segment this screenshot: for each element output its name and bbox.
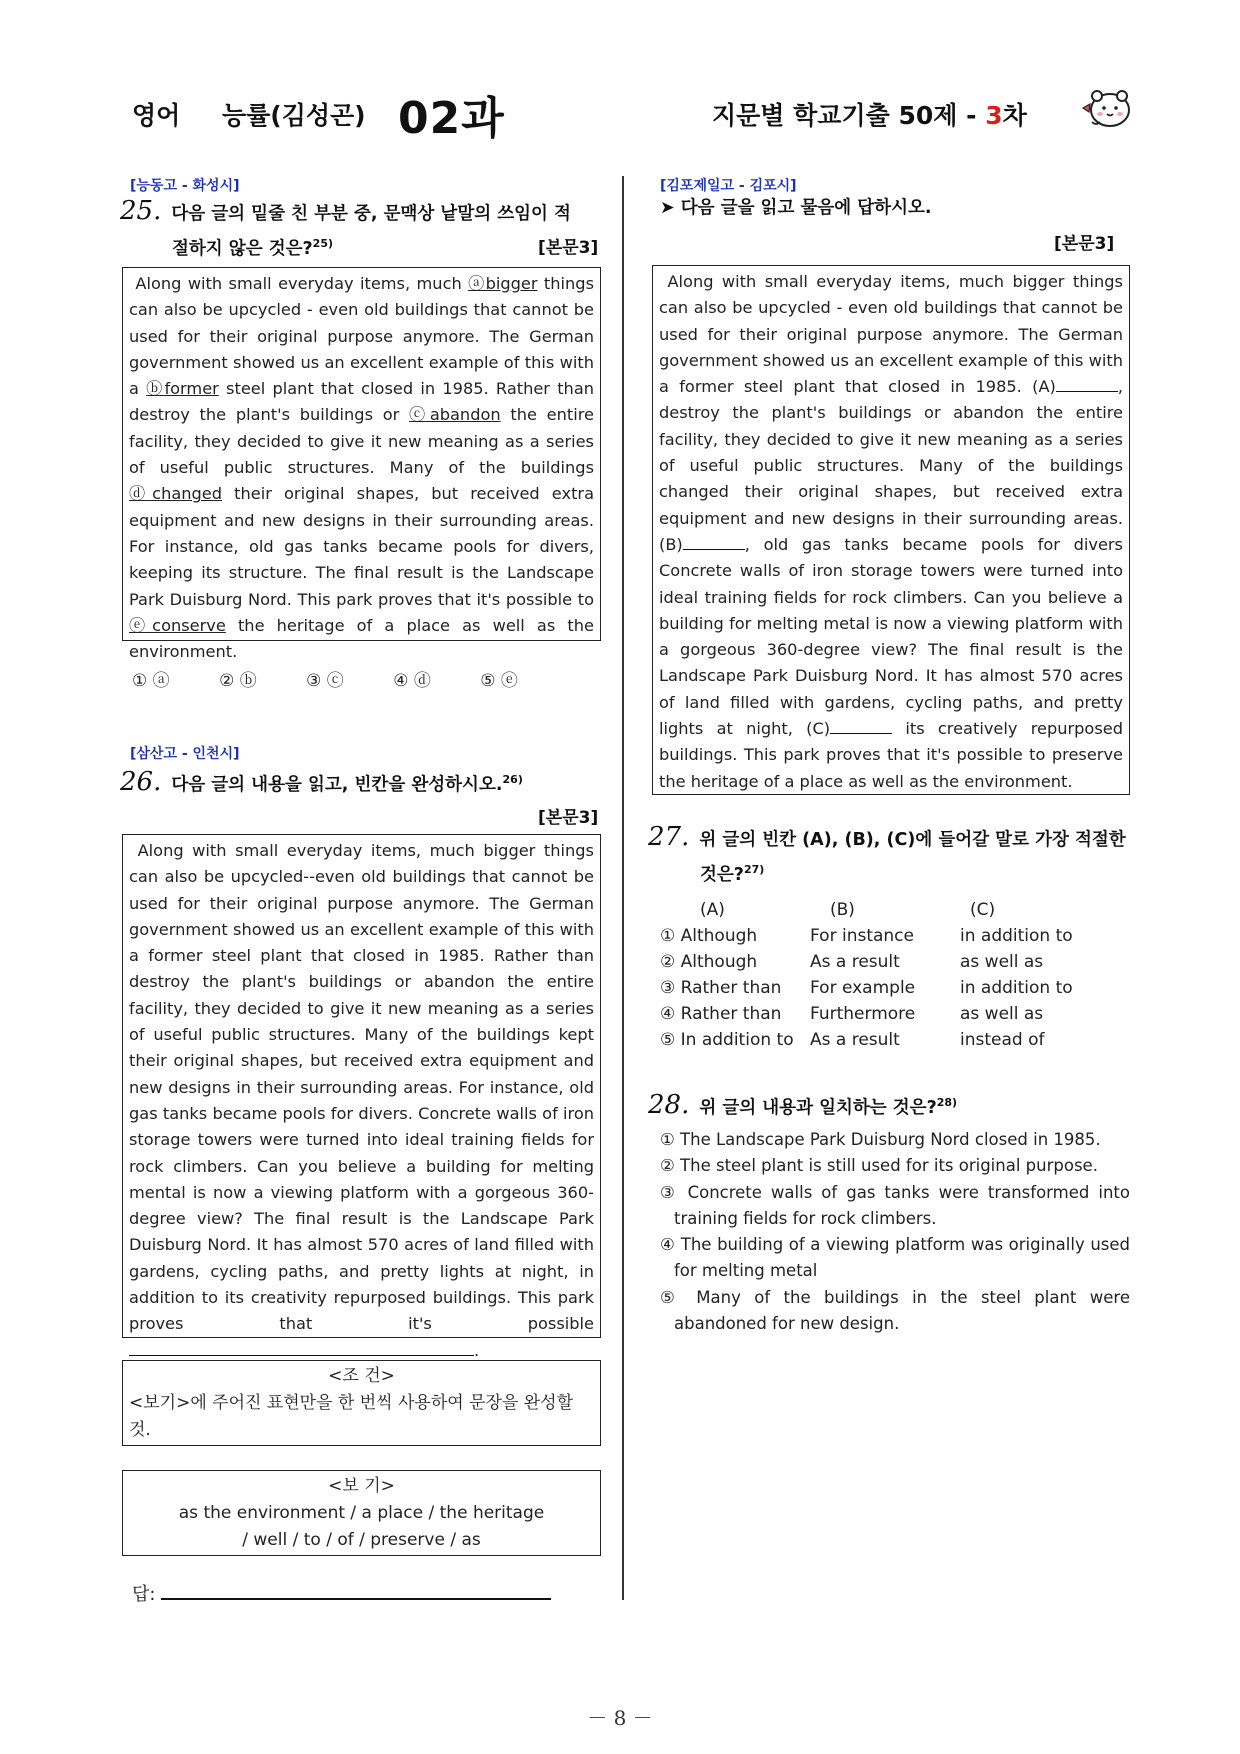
q25-ref: [본문3] bbox=[538, 238, 599, 258]
passage-text: steel plant that closed in 1985. Rather than destroy the plant's buildings or bbox=[129, 379, 594, 425]
example-title: <보 기> bbox=[328, 1476, 395, 1496]
option-cell: as well as bbox=[960, 1004, 1044, 1024]
option-cell: As a result bbox=[810, 1030, 900, 1050]
q27-option-row[interactable] bbox=[660, 975, 1130, 1001]
q26-ref: [본문3] bbox=[538, 808, 599, 828]
q28-options bbox=[660, 1127, 1130, 1337]
q26-answer-blank[interactable] bbox=[129, 1339, 474, 1356]
q27-header-row bbox=[660, 897, 1130, 923]
q28-option-2[interactable]: ② The steel plant is still used for its original purpose. bbox=[660, 1156, 1098, 1176]
q27-option-row[interactable] bbox=[660, 1001, 1130, 1027]
q25-choice-5[interactable]: ⑤ ⓔ bbox=[480, 671, 518, 691]
q25-footnote: 25) bbox=[312, 237, 334, 250]
q28-option-4[interactable]: ④ The building of a viewing platform was originally used for melting metal bbox=[660, 1235, 1130, 1281]
underline-e: ⓔconserve bbox=[129, 615, 226, 635]
q27-option-row[interactable] bbox=[660, 1027, 1130, 1053]
lesson-title: 02과 bbox=[398, 93, 505, 144]
option-cell: as well as bbox=[960, 952, 1044, 972]
blank-c[interactable] bbox=[830, 717, 892, 734]
q26-source-tag: [삼산고 - 인천시] bbox=[130, 746, 240, 762]
passage-text: , destroy the plant's buildings or abandon the entire facility, they decided to give it new meaning as a series of useful public structures. Many of the buildings changed their original shapes, but received extra equipment and new designs in their surrounding areas. (B) bbox=[659, 377, 1123, 554]
series-label: 지문별 학교기출 50제 - bbox=[712, 101, 986, 130]
q26-passage bbox=[122, 834, 601, 1360]
col-c-header: (C) bbox=[970, 900, 996, 920]
q28-option-5[interactable]: ⑤ Many of the buildings in the steel plant were abandoned for new design. bbox=[660, 1287, 1130, 1334]
underline-b: ⓑformer bbox=[146, 379, 219, 399]
condition-text: <보기>에 주어진 표현만을 한 번씩 사용하여 문장을 완성할 것. bbox=[129, 1393, 574, 1440]
option-cell: For instance bbox=[810, 926, 914, 946]
answer-label: 답: bbox=[132, 1584, 156, 1605]
textbook-label: 능률(김성곤) bbox=[222, 101, 366, 130]
q26-passage-text: Along with small everyday items, much bigger things can also be upcycled--even old buildings that cannot be used for their original purpose anymore. The German government showed us an excellent example of this with a former steel plant that closed in 1985. Rather than destroy the plant's buildings or abandon the entire facility, they decided to give it new meaning as a series of useful public structures. Many of the buildings kept their original shapes, but received extra equipment and new designs in their surrounding areas. For instance, old gas tanks became pools for divers. Concrete walls of iron storage towers were turned into ideal training fields for rock climbers. Can you believe a building for melting mental is now a viewing platform with a gorgeous 360-degree view? The final result is the Landscape Park Duisburg Nord. It has almost 570 acres of land filled with gardens, cycling paths, and pretty lights at night, in addition to its creativity repurposed buildings. This park proves that it's possible bbox=[129, 841, 594, 1334]
option-cell: As a result bbox=[810, 952, 900, 972]
option-cell: ③ Rather than bbox=[660, 978, 782, 998]
underline-a: ⓐbigger bbox=[468, 274, 538, 293]
option-cell: in addition to bbox=[960, 926, 1073, 946]
passage-text: things can also be upcycled - even old buildings that cannot be used for their original purpose anymore. The German government showed us an excellent example of this with a bbox=[129, 274, 595, 399]
q27-option-row[interactable] bbox=[660, 949, 1130, 975]
right-ref: [본문3] bbox=[1054, 234, 1115, 254]
option-cell: in addition to bbox=[960, 978, 1073, 998]
q25-prompt-line1: 다음 글의 밑줄 친 부분 중, 문맥상 낱말의 쓰임이 적 bbox=[171, 204, 571, 224]
q27-prompt-line2: 것은? bbox=[700, 864, 744, 885]
example-line-1: as the environment / a place / the heritage bbox=[178, 1503, 545, 1523]
passage-text: their original shapes, but received extra equipment and new designs in their surrounding areas. For instance, old gas tanks became pools for divers, keeping its structure. The final result is the Landscape Park Duisburg Nord. This park proves that it's possible to bbox=[129, 484, 594, 609]
option-cell: ② Although bbox=[660, 952, 758, 972]
right-source-tag: [김포제일고 - 김포시] bbox=[660, 178, 797, 194]
passage-text: Along with small everyday items, much bbox=[135, 274, 469, 293]
q28-option-1[interactable]: ① The Landscape Park Duisburg Nord closed in 1985. bbox=[660, 1130, 1101, 1149]
q26-number: 26. bbox=[120, 766, 162, 797]
passage-text: , old gas tanks became pools for divers Concrete walls of iron storage towers were turned into ideal training fields for rock climbers. Can you believe a building for melting metal is now a viewing platform with a gorgeous 360-degree view? The final result is the Landscape Park Duisburg Nord. It has almost 570 acres of land filled with gardens, cycling paths, and pretty lights at night, (C) bbox=[659, 534, 1123, 739]
q28-prompt-text: 위 글의 내용과 일치하는 것은? bbox=[699, 1097, 937, 1118]
right-instruction: ➤ 다음 글을 읽고 물음에 답하시오. bbox=[660, 198, 932, 218]
q28-footnote: 28) bbox=[936, 1096, 958, 1109]
q27-number: 27. bbox=[648, 822, 690, 852]
option-cell: ⑤ In addition to bbox=[660, 1030, 794, 1050]
option-cell: ④ Rather than bbox=[660, 1004, 782, 1024]
q27-prompt-cont bbox=[700, 854, 764, 891]
page-number: － 8 － bbox=[587, 1706, 653, 1730]
column-divider bbox=[622, 176, 624, 1600]
condition-title: <조 건> bbox=[328, 1366, 395, 1386]
q26-prompt-text: 다음 글의 내용을 읽고, 빈칸을 완성하시오. bbox=[171, 774, 503, 795]
q25-choices bbox=[132, 666, 562, 691]
option-cell: For example bbox=[810, 978, 916, 998]
option-cell: ① Although bbox=[660, 926, 758, 946]
q27-prompt bbox=[648, 822, 1133, 856]
right-passage bbox=[652, 265, 1130, 795]
subject-label: 영어 bbox=[132, 101, 181, 130]
q25-number: 25. bbox=[120, 196, 162, 226]
col-b-header: (B) bbox=[830, 900, 855, 920]
q25-prompt-cont bbox=[172, 228, 333, 265]
round-suffix: 차 bbox=[1002, 101, 1027, 130]
passage-end: . bbox=[474, 1340, 480, 1360]
example-box bbox=[122, 1470, 601, 1556]
q25-prompt-line2: 절하지 않은 것은? bbox=[172, 238, 313, 259]
q28-number: 28. bbox=[648, 1089, 690, 1120]
q25-choice-4[interactable]: ④ ⓓ bbox=[393, 671, 431, 691]
q25-choice-3[interactable]: ③ ⓒ bbox=[306, 671, 344, 691]
underline-d: ⓓchanged bbox=[129, 484, 223, 504]
option-cell: instead of bbox=[960, 1030, 1045, 1050]
round-number: 3 bbox=[985, 101, 1003, 130]
passage-text: Along with small everyday items, much bigger things can also be upcycled - even old buildings that cannot be used for their original purpose anymore. The German government showed us an excellent example of this with a former steel plant that closed in 1985. (A) bbox=[659, 272, 1123, 397]
q27-options-table bbox=[660, 897, 1130, 1053]
blank-a[interactable] bbox=[1056, 375, 1118, 392]
passage-text: the entire facility, they decided to give it new meaning as a series of useful public structures. Many of the buildings bbox=[129, 405, 594, 478]
q25-choice-2[interactable]: ② ⓑ bbox=[219, 671, 257, 691]
example-line-2: / well / to / of / preserve / as bbox=[242, 1530, 481, 1550]
passage-text: the heritage of a place as well as the environment. bbox=[129, 615, 594, 662]
page-header bbox=[0, 0, 1240, 150]
q25-prompt bbox=[120, 196, 600, 230]
option-cell: Furthermore bbox=[810, 1004, 916, 1024]
condition-box bbox=[122, 1360, 601, 1446]
q26-footnote: 26) bbox=[502, 773, 523, 786]
q26-prompt bbox=[120, 764, 523, 801]
q25-source-tag: [능동고 - 화성시] bbox=[130, 178, 240, 194]
bear-mascot-icon bbox=[1080, 84, 1132, 132]
underline-c: ⓒabandon bbox=[409, 405, 501, 425]
answer-input-line[interactable] bbox=[161, 1582, 551, 1600]
passage-text: its creatively repurposed buildings. This park proves that it's possible to preserve the heritage of a place as well as the environment. bbox=[659, 719, 1123, 791]
q26-answer bbox=[132, 1580, 551, 1606]
q28-prompt bbox=[648, 1087, 957, 1124]
q28-option-3[interactable]: ③ Concrete walls of gas tanks were transformed into training fields for rock climbers. bbox=[660, 1182, 1130, 1228]
series-title bbox=[712, 96, 1027, 132]
q25-choice-1[interactable]: ① ⓐ bbox=[132, 671, 170, 691]
q27-footnote: 27) bbox=[743, 863, 765, 876]
q27-prompt-line1: 위 글의 빈칸 (A), (B), (C)에 들어갈 말로 가장 적절한 bbox=[699, 830, 1126, 850]
col-a-header: (A) bbox=[700, 900, 725, 920]
q27-option-row[interactable] bbox=[660, 923, 1130, 949]
blank-b[interactable] bbox=[683, 533, 745, 550]
q25-passage bbox=[122, 267, 601, 662]
